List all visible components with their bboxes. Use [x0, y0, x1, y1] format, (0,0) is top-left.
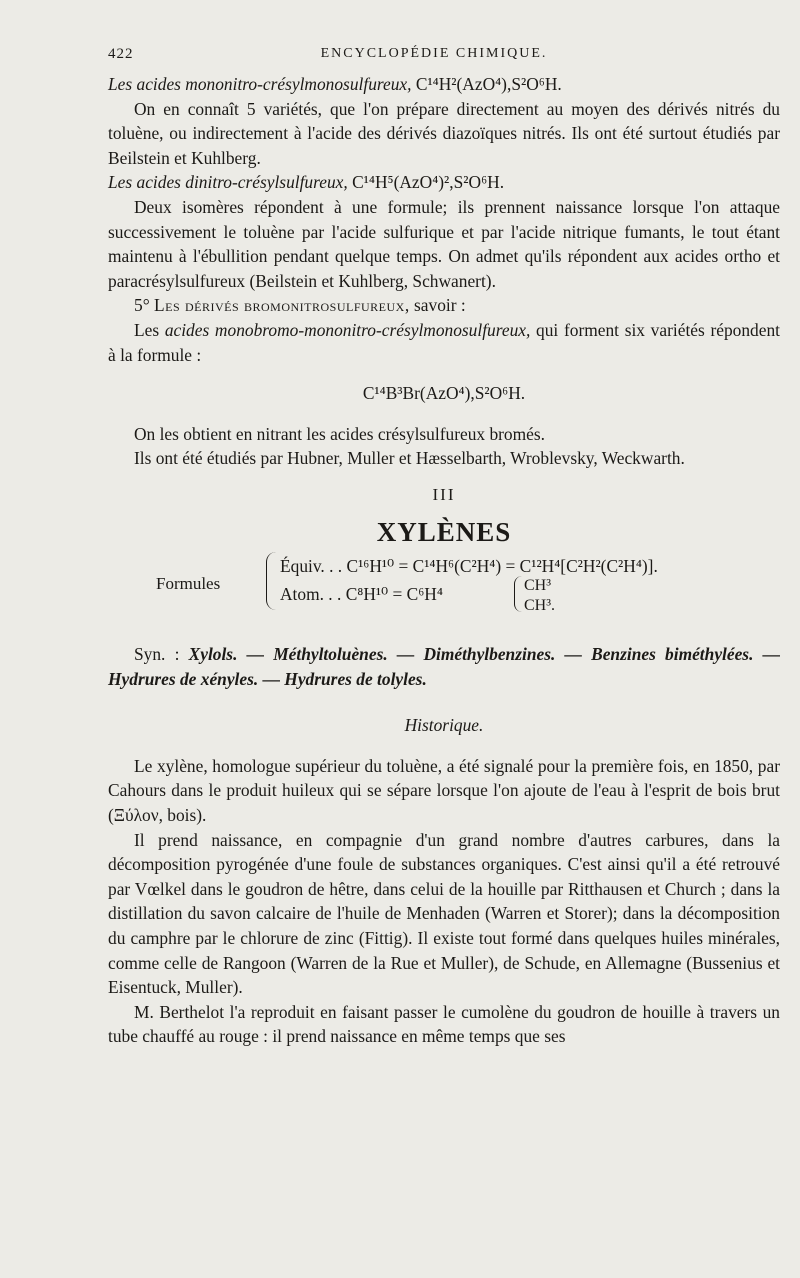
item-number: 5°	[134, 295, 154, 316]
body-text	[108, 72, 780, 1049]
heading-dinitro: Les acides dinitro-crésylsulfureux,	[108, 172, 348, 193]
paragraph-monobromo	[108, 318, 780, 367]
synonyms-label: Syn. :	[134, 644, 189, 665]
paragraph-obtention: On les obtient en nitrant les acides crésylsulfureux bromés.	[134, 423, 545, 444]
paragraph-dinitro	[108, 170, 780, 195]
historique-heading: Historique.	[404, 715, 484, 736]
heading-monobromo: acides monobromo-mononitro-crésylmonosulfureux,	[164, 319, 531, 340]
paragraph-mononitro	[108, 72, 780, 97]
text-fragment: qui forment six variétés répondent à la formule :	[108, 319, 780, 365]
methyl-group-1: CH³	[524, 577, 552, 595]
formula-monobromo: C¹⁴B³Br(AzO⁴),S²O⁶H.	[362, 383, 526, 404]
paragraph-isomeres: Deux isomères répondent à une formule; ils prennent naissance lorsque l'on attaque successivement le toluène par l'acide sulfurique et par l'acide nitrique fumants, le tout étant maintenu à l'ébullition pendant quelque temps. On admet qu'ils répondent aux acides ortho et paracrésylsulfureux (Beilstein et Kuhlberg, Schwanert).	[108, 196, 780, 291]
formula-mononitro: C¹⁴H²(AzO⁴),S²O⁶H.	[411, 74, 562, 94]
synonyms-list: Xylols. — Méthyltoluènes. — Diméthylbenzines. — Benzines biméthylées. — Hydrures de xényles. — Hydrures de tolyles.	[108, 644, 780, 689]
formula-equiv: Équiv. . . C¹⁶H¹⁰ = C¹⁴H⁶(C²H⁴) = C¹²H⁴[C²H²(C²H⁴)].	[280, 556, 658, 577]
paragraph-historique-2: Il prend naissance, en compagnie d'un grand nombre d'autres carbures, dans la décomposition pyrogénée d'une foule de substances organiques. C'est ainsi qu'il a été retrouvé par Vœlkel dans le goudron de hêtre, dans celui de la houille par Ritthausen et Church ; dans la distillation du savon calcaire de l'huile de Menhaden (Warren et Storer); dans la décomposition du camphre par le chlorure de zinc (Fittig). Il existe tout formé dans quelques huiles minérales, comme celle de Rangoon (Warren de la Rue et Muller), de Schude, en Allemagne (Bussenius et Eisentuck, Muller).	[108, 829, 780, 998]
paragraph-bromonitro	[108, 293, 780, 318]
formula-atom: Atom. . . C⁸H¹⁰ = C⁶H⁴	[280, 584, 443, 605]
paragraph-historique-1: Le xylène, homologue supérieur du toluène, a été signalé pour la première fois, en 1850, par Cahours dans le produit huileux qui se sépare lorsque l'on ajoute de l'eau à l'esprit de bois brut (Ξύλον, bois).	[108, 755, 780, 826]
heading-bromonitro: Les dérivés bromonitrosulfureux,	[154, 295, 410, 316]
methyl-group-2: CH³.	[524, 597, 556, 615]
formulas-block	[108, 552, 780, 616]
text-fragment: Les	[134, 319, 165, 340]
heading-mononitro: Les acides mononitro-crésylmonosulfureux,	[108, 74, 412, 94]
running-title: ENCYCLOPÉDIE CHIMIQUE.	[320, 46, 548, 61]
paragraph-historique-3: M. Berthelot l'a reproduit en faisant passer le cumolène du goudron de houille à travers un tube chauffé au rouge : il prend naissance en même temps que ses	[108, 1001, 780, 1047]
page-number: 422	[108, 46, 134, 62]
paragraph-varietes: On en connaît 5 variétés, que l'on prépare directement au moyen des dérivés nitrés du toluène, ou indirectement à l'acide des dérivés diazoïques nitrés. Ils ont été surtout étudiés par Beilstein et Kuhlberg.	[108, 98, 780, 168]
paragraph-auteurs: Ils ont été étudiés par Hubner, Muller et Hæsselbarth, Wroblevsky, Weckwarth.	[134, 448, 685, 469]
formula-dinitro: C¹⁴H⁵(AzO⁴)²,S²O⁶H.	[347, 172, 505, 193]
section-number: III	[432, 484, 456, 504]
heading-suffix: savoir :	[409, 295, 466, 316]
brace-small	[514, 576, 523, 612]
formulas-label: Formules	[156, 574, 221, 594]
synonyms	[108, 642, 780, 691]
page-header	[108, 46, 760, 70]
section-title: XYLÈNES	[376, 516, 512, 547]
brace	[266, 552, 277, 610]
